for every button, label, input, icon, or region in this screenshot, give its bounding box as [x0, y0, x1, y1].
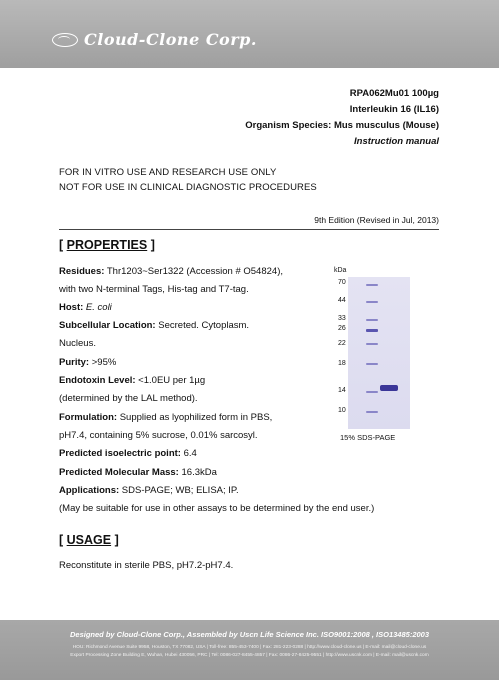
purity-value: >95% [89, 357, 117, 368]
ladder-band [366, 301, 378, 303]
residues-continuation: with two N-terminal Tags, His-tag and T7-tag. [59, 284, 249, 295]
marker-label: 26 [338, 325, 346, 332]
molecular-mass-value: 16.3kDa [178, 467, 217, 478]
ladder-band [366, 343, 378, 345]
marker-label: 10 [338, 407, 346, 414]
ladder-band [366, 284, 378, 286]
brand [52, 30, 257, 49]
formulation-value: Supplied as lyophilized form in PBS, [117, 412, 273, 423]
purity-line [59, 357, 116, 368]
location-label: Subcellular Location: [59, 320, 156, 331]
isoelectric-value: 6.4 [180, 448, 197, 459]
bracket-close: ] [147, 238, 155, 252]
purity-label: Purity: [59, 357, 90, 368]
bracket-open: [ [59, 238, 67, 252]
bracket-close: ] [111, 533, 119, 547]
endotoxin-line [59, 375, 205, 386]
applications-label: Applications: [59, 485, 120, 496]
applications-note: (May be suitable for use in other assays to be determined by the end user.) [59, 503, 375, 514]
edition-info: 9th Edition (Revised in Jul, 2013) [314, 215, 439, 225]
molecular-mass-label: Predicted Molecular Mass: [59, 467, 179, 478]
applications-line [59, 485, 239, 496]
marker-label: 70 [338, 279, 346, 286]
host-label: Host: [59, 302, 84, 313]
product-name: Interleukin 16 (IL16) [349, 104, 439, 115]
residues-line [59, 266, 283, 277]
host-value: E. coli [85, 302, 112, 313]
location-value: Secreted. Cytoplasm. [155, 320, 250, 331]
isoelectric-label: Predicted isoelectric point: [59, 448, 181, 459]
endotoxin-continuation: (determined by the LAL method). [59, 393, 198, 404]
footer-address-cn: Export Processing Zone Building E, Wuhan, Hubei 430056, PRC | Tel: 0086-027-8455-4857 | Fax: 0086-27-8425-9551 | http://www.uscnk.com | E-mail: mail@uscnk.com [70, 653, 429, 658]
brand-name: Cloud-Clone Corp. [84, 30, 257, 49]
residues-value: Thr1203~Ser1322 (Accession # O54824), [104, 266, 283, 277]
divider [59, 229, 439, 230]
usage-text: Reconstitute in sterile PBS, pH7.2-pH7.4. [59, 560, 234, 571]
host-line [59, 302, 112, 313]
usage-heading-text: USAGE [66, 533, 112, 547]
ladder-band [366, 363, 378, 365]
gel-caption: 15% SDS-PAGE [340, 433, 396, 442]
ladder-band [366, 411, 378, 413]
usage-heading [59, 533, 119, 547]
bracket-open: [ [59, 533, 67, 547]
gel-unit-label: kDa [334, 267, 347, 274]
properties-heading [59, 238, 155, 252]
formulation-continuation: pH7.4, containing 5% sucrose, 0.01% sarcosyl. [59, 430, 258, 441]
clinical-use-notice: NOT FOR USE IN CLINICAL DIAGNOSTIC PROCEDURES [59, 182, 317, 193]
location-line [59, 320, 249, 331]
molecular-mass-line [59, 467, 217, 478]
residues-label: Residues: [59, 266, 105, 277]
location-continuation: Nucleus. [59, 338, 96, 349]
formulation-label: Formulation: [59, 412, 118, 423]
header-band [0, 0, 499, 68]
sds-page-gel-image [334, 265, 410, 445]
ladder-band [366, 329, 378, 332]
product-code: RPA062Mu01 100µg [349, 88, 439, 99]
sample-band [380, 385, 398, 391]
footer-address-us: HOU: Richmond Avenue Suite 9958, Houston, TX 77082, USA | Toll-free: 855-453-7400 | Fax: 281-223-0288 | http://www.cloud-clone.us | E-mail: mail@cloud-clone.us [72, 645, 427, 650]
gel-lanes [348, 277, 410, 429]
marker-label: 33 [338, 315, 346, 322]
properties-heading-text: PROPERTIES [66, 238, 148, 252]
formulation-line [59, 412, 272, 423]
ladder-band [366, 391, 378, 393]
marker-label: 44 [338, 297, 346, 304]
footer-credit: Designed by Cloud-Clone Corp., Assembled by Uscn Life Science Inc. ISO9001:2008 , ISO13485:2003 [69, 630, 430, 639]
isoelectric-line [59, 448, 197, 459]
endotoxin-value: <1.0EU per 1µg [135, 375, 206, 386]
marker-label: 22 [338, 340, 346, 347]
organism-species: Organism Species: Mus musculus (Mouse) [245, 120, 439, 131]
cloud-clone-logo-icon [52, 33, 78, 47]
endotoxin-label: Endotoxin Level: [59, 375, 136, 386]
marker-label: 14 [338, 387, 346, 394]
marker-label: 18 [338, 360, 346, 367]
applications-value: SDS-PAGE; WB; ELISA; IP. [119, 485, 239, 496]
document-type: Instruction manual [354, 136, 439, 147]
footer-band [0, 620, 499, 680]
research-use-notice: FOR IN VITRO USE AND RESEARCH USE ONLY [59, 167, 277, 178]
ladder-band [366, 319, 378, 321]
